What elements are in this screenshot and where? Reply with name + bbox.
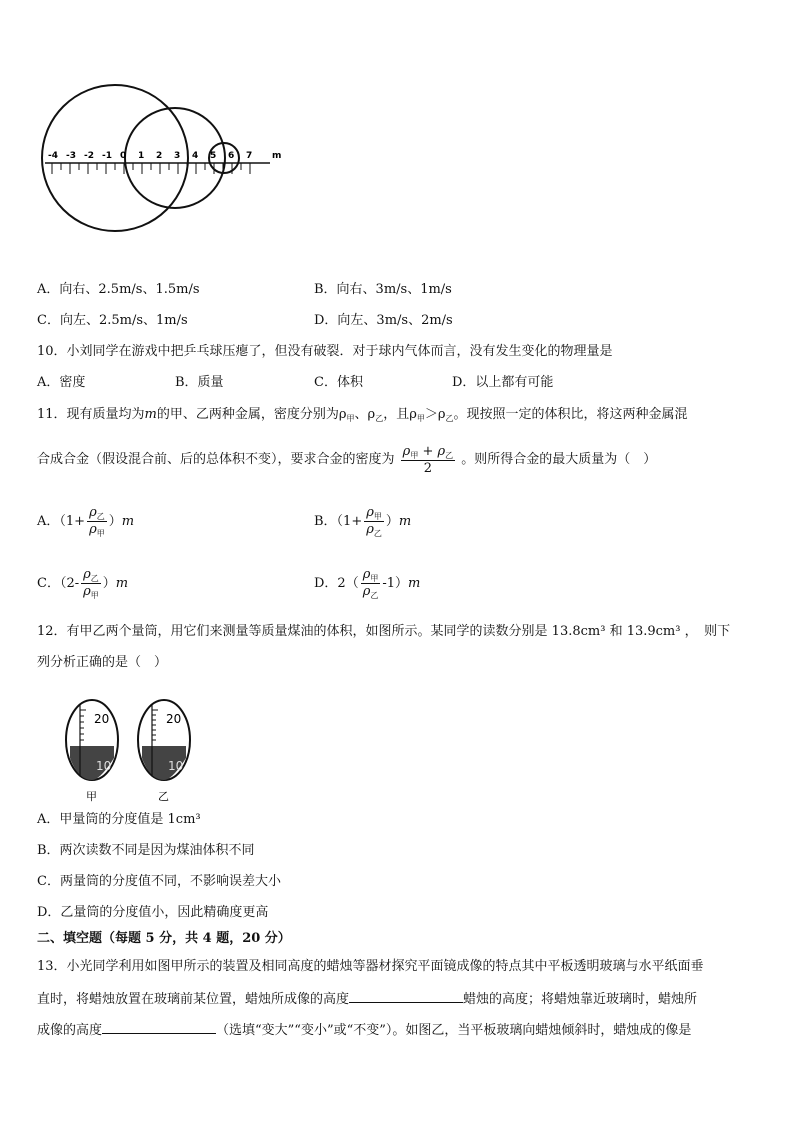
answer-blank-1[interactable] [349,989,463,1003]
q12-line1: 12．有甲乙两个量筒，用它们来测量等质量煤油的体积，如图所示。某同学的读数分别是 13.8cm³ 和 13.9cm³ ， 则下 [37,624,731,639]
q9-option-b: B．向右、3m/s、1m/s [314,282,452,297]
q12-option-d: D．乙量筒的分度值小，因此精确度更高 [37,905,269,920]
axis-tick-label: 6 [228,151,235,161]
svg-text:乙: 乙 [158,790,169,803]
svg-text:甲: 甲 [86,790,97,803]
svg-text:20: 20 [94,712,110,726]
q9-option-d: D．向左、3m/s、2m/s [314,313,453,328]
q12-option-a: A．甲量筒的分度值是 1cm³ [37,812,201,827]
axis-unit: m [272,151,282,161]
q10-stem: 10．小刘同学在游戏中把乒乓球压瘪了，但没有破裂．对于球内气体而言，没有发生变化的物理量是 [37,344,613,359]
q13-line3: 成像的高度 （选填“变大”“变小”或“不变”）。如图乙，当平板玻璃向蜡烛倾斜时，蜡烛成的像是 [37,1020,691,1040]
q11-line1: 11．现有质量均为m的甲、乙两种金属，密度分别为$\rho_甲$、$\rho_乙$，且$\rho_甲>\rho_乙$。现按照一定的体积比，将这两种金属混 [37,407,688,423]
axis-tick-label: 4 [192,151,199,161]
q11-option-b: B．（1+ $\frac{\rho_甲}{\rho_乙}$ ）m [314,505,412,538]
axis-tick-labels [48,151,252,161]
axis-tick-label: 0 [120,151,127,161]
q12-option-c: C．两量筒的分度值不同，不影响误差大小 [37,874,281,889]
wave-circles-figure [40,70,300,250]
q13-line2: 直时，将蜡烛放置在玻璃前某位置，蜡烛所成像的高度 蜡烛的高度；将蜡烛靠近玻璃时，蜡烛所 [37,989,697,1009]
axis-tick-label: -2 [84,151,94,161]
axis-tick-label: -4 [48,151,58,161]
axis-tick-label: 2 [156,151,163,161]
answer-blank-2[interactable] [102,1020,216,1034]
svg-text:20: 20 [166,712,182,726]
q12-line2: 列分析正确的是（ ） [37,655,168,670]
q10-option-d: D．以上都有可能 [452,375,554,390]
large-circle [42,85,188,231]
q11-option-a: A．（1+ $\frac{\rho_乙}{\rho_甲}$ ）m [37,505,135,538]
axis-tick-label: -1 [102,151,112,161]
q10-option-c: C．体积 [314,375,363,390]
cylinder-jia [66,700,118,803]
q11-line2: 合成合金（假设混合前、后的总体积不变），要求合金的密度为 $\frac{\rho_甲 + \rho_乙}{2}$ 。则所得合金的最大质量为（ ） [37,443,657,476]
svg-text:10: 10 [96,759,112,773]
q10-option-b: B．质量 [175,375,224,390]
q9-option-c: C．向左、2.5m/s、1m/s [37,313,188,328]
cylinder-yi [138,700,190,803]
axis-tick-label: 5 [210,151,217,161]
q12-option-b: B．两次读数不同是因为煤油体积不同 [37,843,255,858]
axis-tick-label: -3 [66,151,76,161]
axis-tick-label: 3 [174,151,181,161]
graduated-cylinders-figure [60,696,200,804]
q10-option-a: A．密度 [37,375,86,390]
q13-line1: 13．小光同学利用如图甲所示的装置及相同高度的蜡烛等器材探究平面镜成像的特点其中平板透明玻璃与水平纸面垂 [37,959,704,974]
q11-option-d: D．2（ $\frac{\rho_甲}{\rho_乙}$ -1）m [314,567,421,600]
axis-tick-label: 7 [246,151,253,161]
svg-text:10: 10 [168,759,184,773]
section-title: 二、填空题（每题 5 分，共 4 题，20 分） [37,931,291,946]
q11-option-c: C．（2- $\frac{\rho_乙}{\rho_甲}$ ）m [37,567,129,600]
axis-tick-label: 1 [138,151,145,161]
alloy-density-fraction: $\frac{\rho_甲 + \rho_乙}{2}$ [402,443,454,476]
q9-option-a: A．向右、2.5m/s、1.5m/s [37,282,200,297]
